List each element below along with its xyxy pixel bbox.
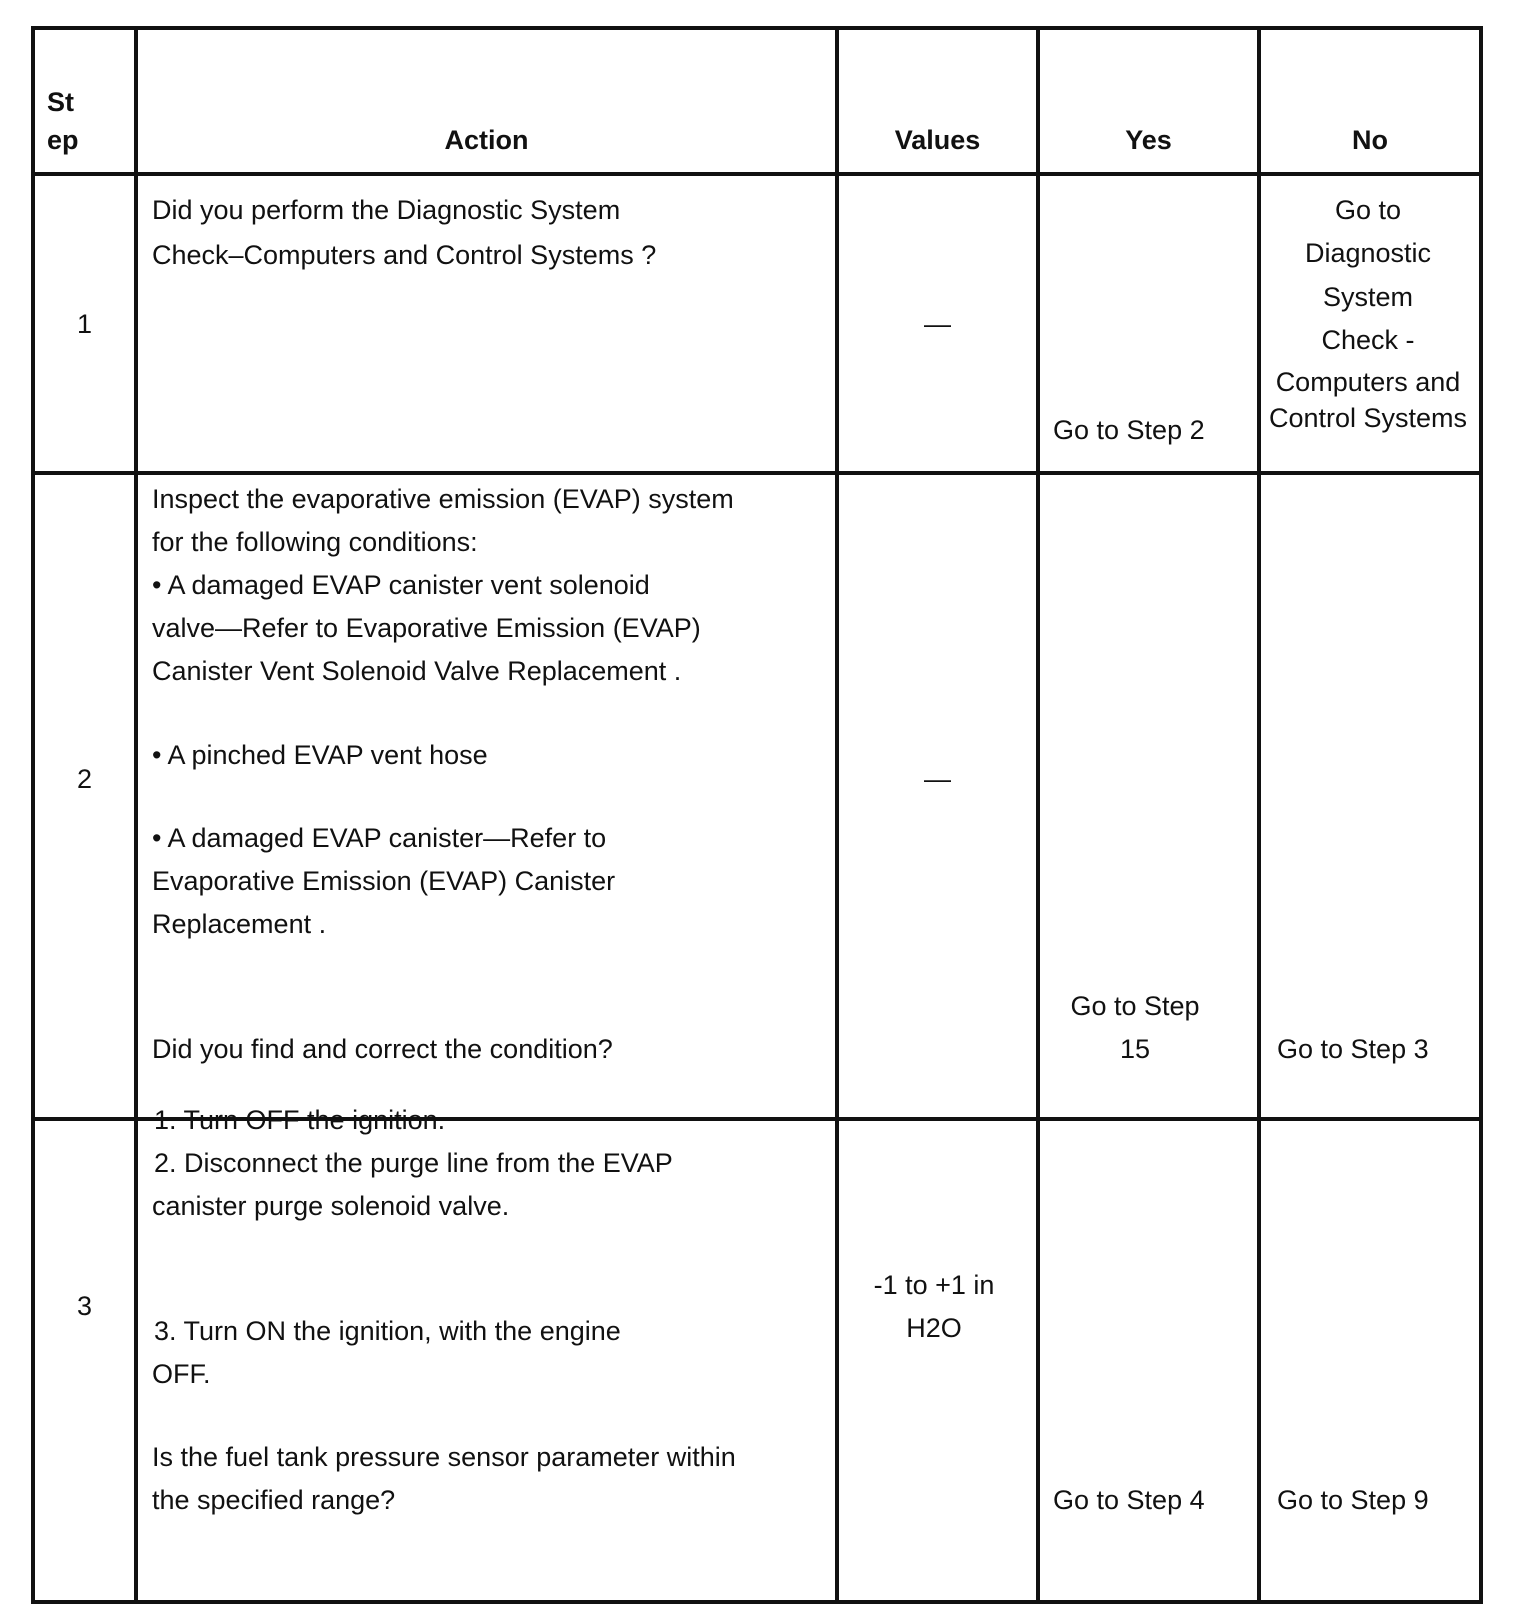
header-yes: Yes bbox=[1125, 125, 1172, 155]
table-border-right bbox=[1479, 26, 1483, 1604]
action-text: canister purge solenoid valve. bbox=[152, 1191, 510, 1221]
header-step: St bbox=[47, 87, 74, 117]
step-number: 2 bbox=[76, 764, 93, 794]
no-link[interactable]: Control Systems bbox=[1268, 403, 1468, 433]
value-text: — bbox=[924, 309, 951, 339]
no-link[interactable]: Check - bbox=[1321, 325, 1415, 355]
no-link[interactable]: Go to Step 9 bbox=[1277, 1485, 1429, 1515]
column-divider bbox=[835, 26, 839, 1604]
yes-link[interactable]: Go to Step 4 bbox=[1053, 1485, 1205, 1515]
table-border-bottom bbox=[31, 1600, 1483, 1604]
action-text: OFF. bbox=[152, 1359, 211, 1389]
no-link[interactable]: System bbox=[1322, 282, 1414, 312]
action-text: Canister Vent Solenoid Valve Replacement . bbox=[152, 656, 682, 686]
action-text: Inspect the evaporative emission (EVAP) system bbox=[152, 484, 734, 514]
yes-link[interactable]: 15 bbox=[1119, 1034, 1151, 1064]
column-divider bbox=[134, 26, 138, 1604]
action-question: Is the fuel tank pressure sensor parameter within bbox=[152, 1442, 736, 1472]
action-question: Did you find and correct the condition? bbox=[152, 1034, 613, 1064]
yes-link[interactable]: Go to Step bbox=[1070, 991, 1200, 1021]
action-question: the specified range? bbox=[152, 1485, 396, 1515]
diagnostic-table bbox=[31, 26, 1483, 1604]
value-text: — bbox=[924, 764, 951, 794]
action-text: Check–Computers and Control Systems ? bbox=[152, 240, 657, 270]
action-text: valve—Refer to Evaporative Emission (EVAP) bbox=[152, 613, 701, 643]
action-text: 3. Turn ON the ignition, with the engine bbox=[154, 1316, 621, 1346]
no-link[interactable]: Go to Step 3 bbox=[1277, 1034, 1429, 1064]
no-link[interactable]: Go to bbox=[1334, 195, 1402, 225]
action-text: Did you perform the Diagnostic System bbox=[152, 195, 621, 225]
action-text: 2. Disconnect the purge line from the EVAP bbox=[154, 1148, 673, 1178]
value-text: -1 to +1 in bbox=[873, 1270, 995, 1300]
action-text: • A damaged EVAP canister—Refer to bbox=[152, 823, 607, 853]
no-link[interactable]: Diagnostic bbox=[1304, 238, 1432, 268]
no-link[interactable]: Computers and bbox=[1275, 367, 1461, 397]
value-text: H2O bbox=[906, 1313, 962, 1343]
step-number: 1 bbox=[76, 309, 93, 339]
action-text: • A pinched EVAP vent hose bbox=[152, 740, 488, 770]
table-border-left bbox=[31, 26, 35, 1604]
action-text: Replacement . bbox=[152, 909, 327, 939]
action-text: 1. Turn OFF the ignition. bbox=[154, 1105, 446, 1135]
header-action: Action bbox=[444, 125, 529, 155]
table-border-top bbox=[31, 26, 1483, 30]
step-number: 3 bbox=[76, 1291, 93, 1321]
header-step: ep bbox=[47, 125, 79, 155]
action-text: • A damaged EVAP canister vent solenoid bbox=[152, 570, 650, 600]
column-divider bbox=[1036, 26, 1040, 1604]
action-text: Evaporative Emission (EVAP) Canister bbox=[152, 866, 616, 896]
header-no: No bbox=[1352, 125, 1388, 155]
action-text: for the following conditions: bbox=[152, 527, 478, 557]
row-divider bbox=[31, 172, 1483, 176]
row-divider bbox=[31, 471, 1483, 475]
header-values: Values bbox=[894, 125, 981, 155]
yes-link[interactable]: Go to Step 2 bbox=[1053, 415, 1205, 445]
